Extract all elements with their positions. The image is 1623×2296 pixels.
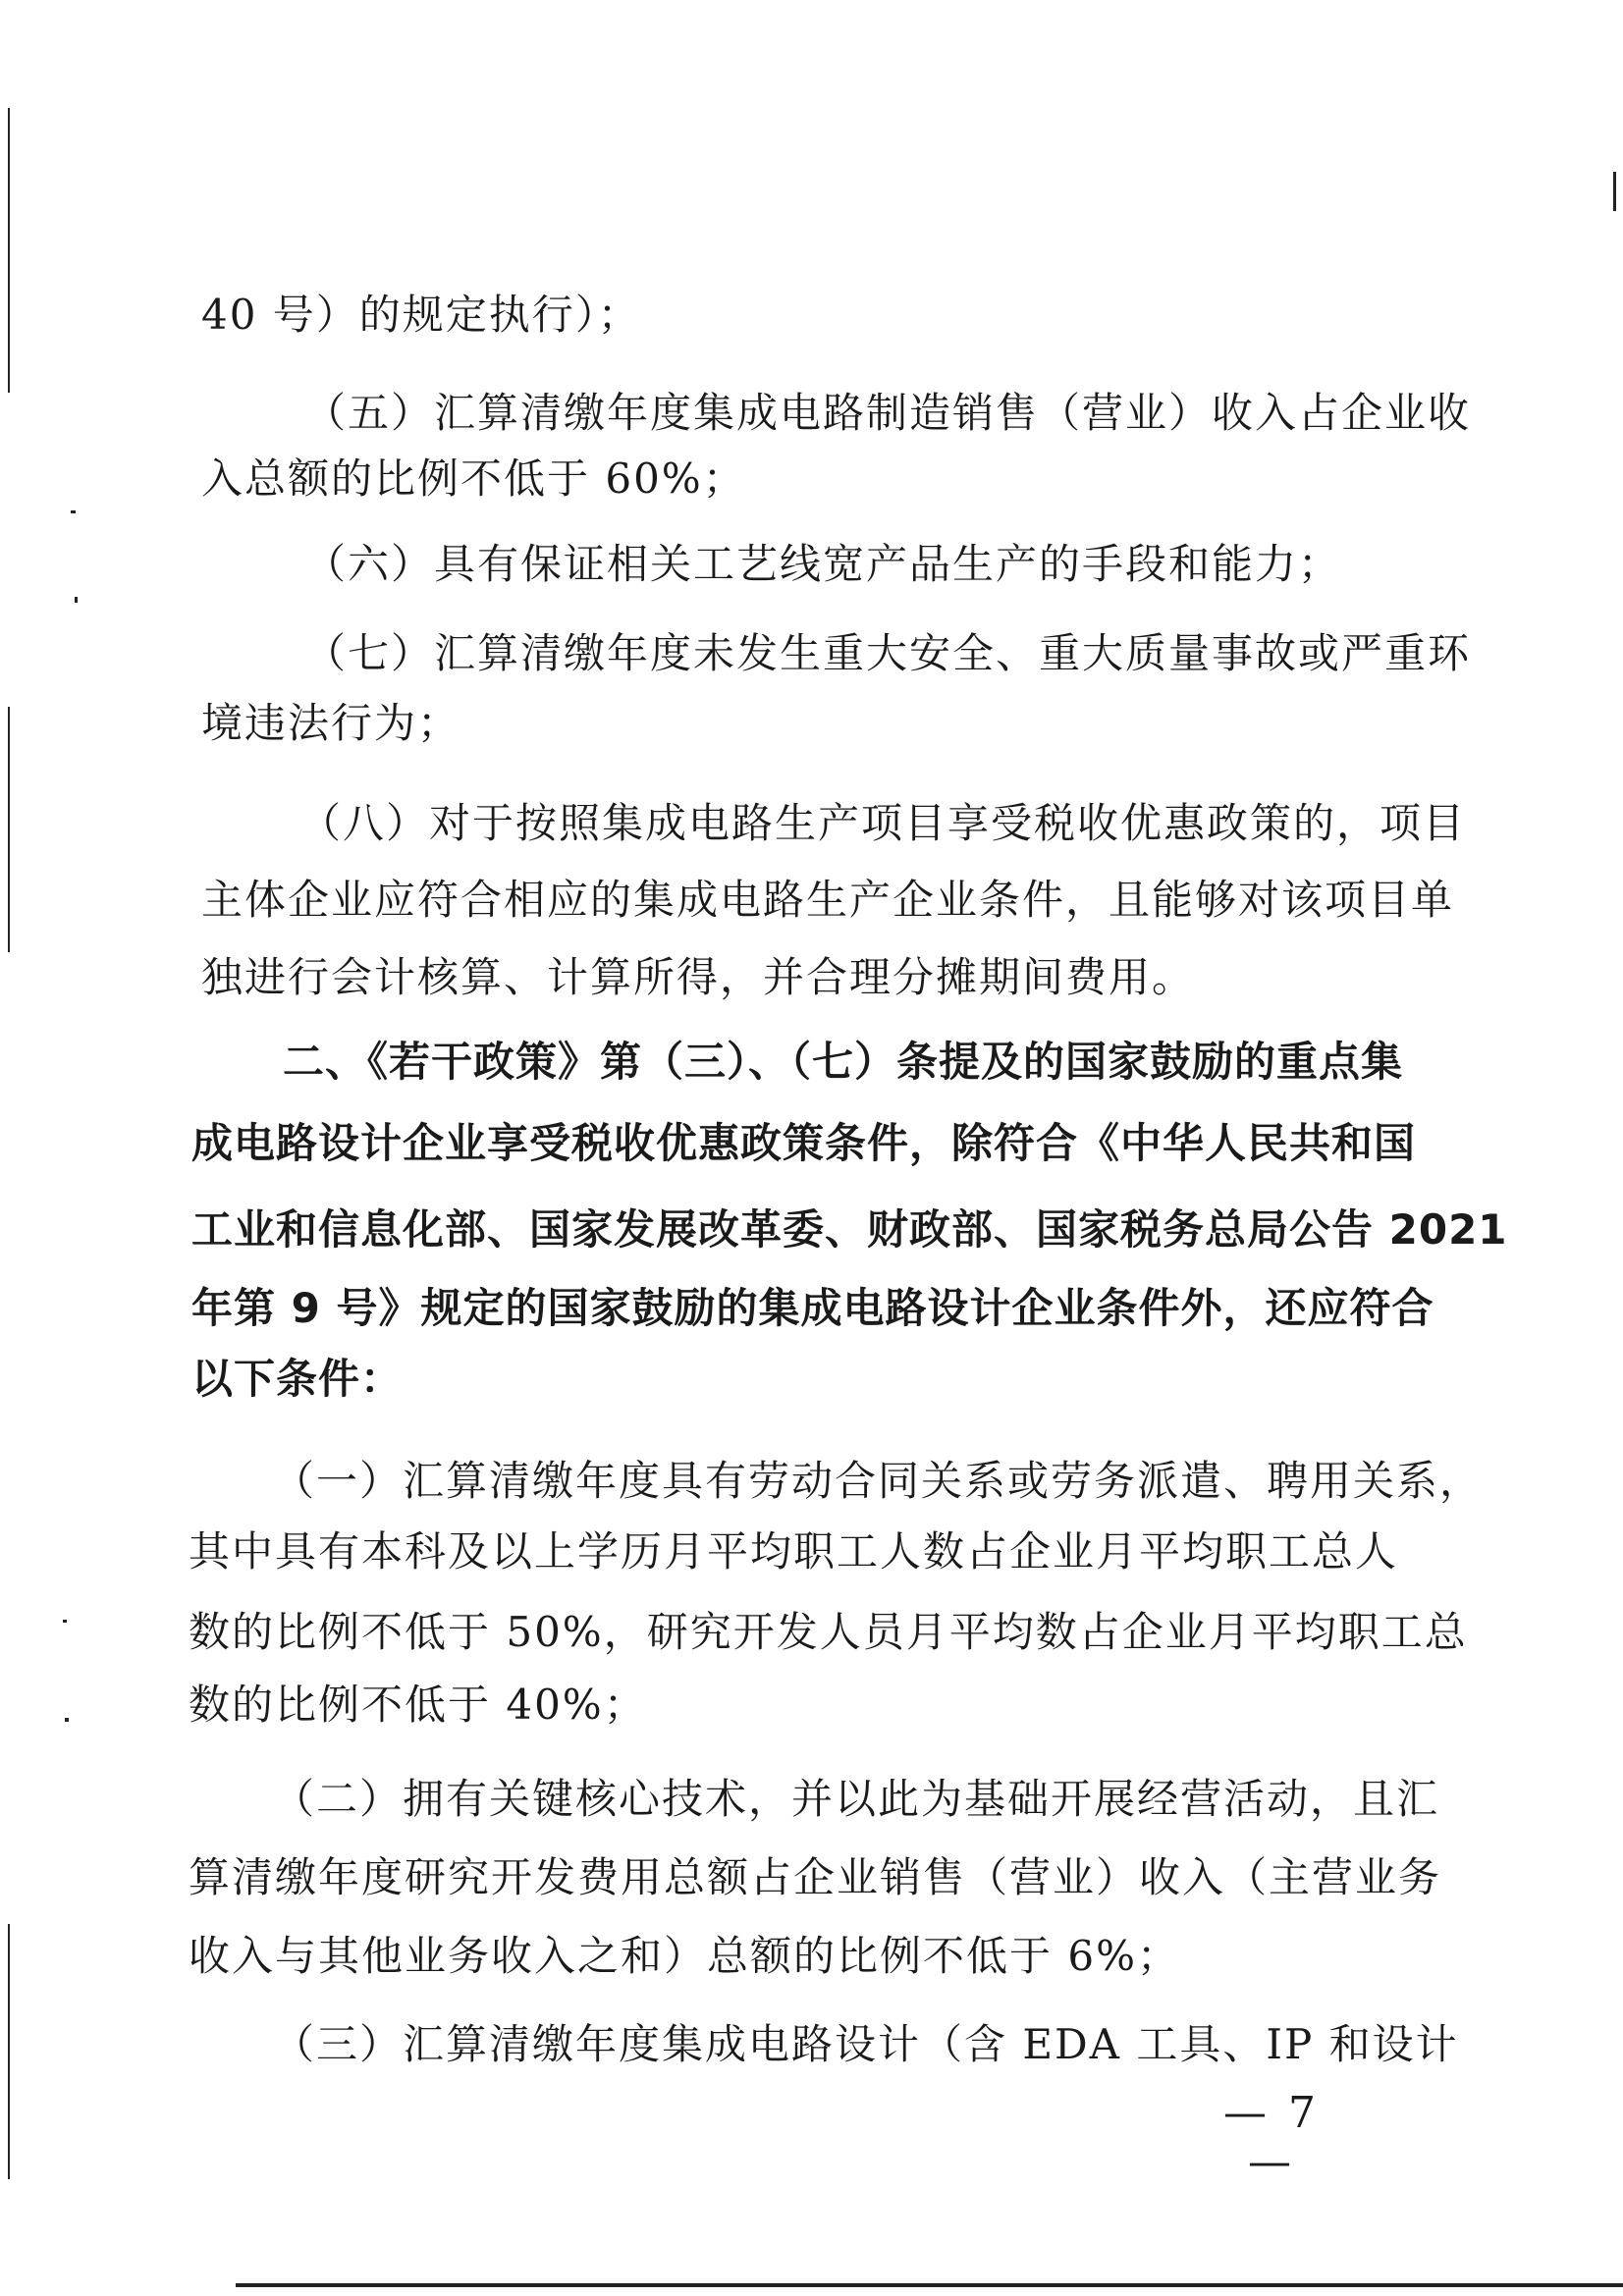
text-line: 其中具有本科及以上学历月平均职工人数占企业月平均职工总人	[189, 1527, 1399, 1575]
scan-edge-line	[8, 108, 10, 393]
section-heading-line: 年第 9 号》规定的国家鼓励的集成电路设计企业条件外，还应符合	[191, 1284, 1434, 1332]
text-line: 境违法行为；	[201, 699, 461, 747]
page-number: — 7 —	[1223, 2088, 1320, 2187]
scan-dot	[71, 510, 76, 513]
text-line: 入总额的比例不低于 60%；	[201, 454, 746, 503]
section-heading-line: 二、《若干政策》第（三）、（七）条提及的国家鼓励的重点集	[283, 1038, 1404, 1086]
text-line: 主体企业应符合相应的集成电路生产企业条件，且能够对该项目单	[201, 876, 1455, 924]
text-line: 数的比例不低于 50%，研究开发人员月平均数占企业月平均职工总	[189, 1608, 1468, 1656]
text-line: 独进行会计核算、计算所得，并合理分摊期间费用。	[201, 953, 1196, 1001]
scan-dot	[75, 597, 78, 603]
scan-edge-line	[8, 707, 10, 952]
scan-edge-line	[8, 1924, 10, 2179]
text-line: （三）汇算清缴年度集成电路设计（含 EDA 工具、IP 和设计	[273, 2020, 1459, 2068]
section-heading-line: 以下条件：	[191, 1355, 404, 1403]
text-line: （六）具有保证相关工艺线宽产品生产的手段和能力；	[304, 540, 1342, 588]
text-line: （一）汇算清缴年度具有劳动合同关系或劳务派遣、聘用关系，	[273, 1457, 1484, 1505]
text-line: （五）汇算清缴年度集成电路制造销售（营业）收入占企业收	[304, 389, 1472, 437]
text-line: 收入与其他业务收入之和）总额的比例不低于 6%；	[189, 1932, 1180, 1980]
scan-dot	[63, 1620, 67, 1623]
section-heading-line: 成电路设计企业享受税收优惠政策条件，除符合《中华人民共和国	[191, 1119, 1417, 1167]
text-line: （七）汇算清缴年度未发生重大安全、重大质量事故或严重环	[304, 629, 1472, 677]
scan-edge-line	[1613, 172, 1616, 211]
scan-bottom-line	[236, 2283, 1623, 2287]
text-line: 数的比例不低于 40%；	[189, 1681, 647, 1729]
text-line: （二）拥有关键核心技术，并以此为基础开展经营活动，且汇	[273, 1775, 1440, 1823]
text-line: （八）对于按照集成电路生产项目享受税收优惠政策的，项目	[299, 799, 1467, 847]
text-line: 算清缴年度研究开发费用总额占企业销售（营业）收入（主营业务	[189, 1853, 1442, 1901]
scan-dot	[65, 1718, 69, 1722]
section-heading-line: 工业和信息化部、国家发展改革委、财政部、国家税务总局公告 2021	[191, 1205, 1508, 1254]
text-line: 40 号）的规定执行）；	[201, 291, 641, 339]
